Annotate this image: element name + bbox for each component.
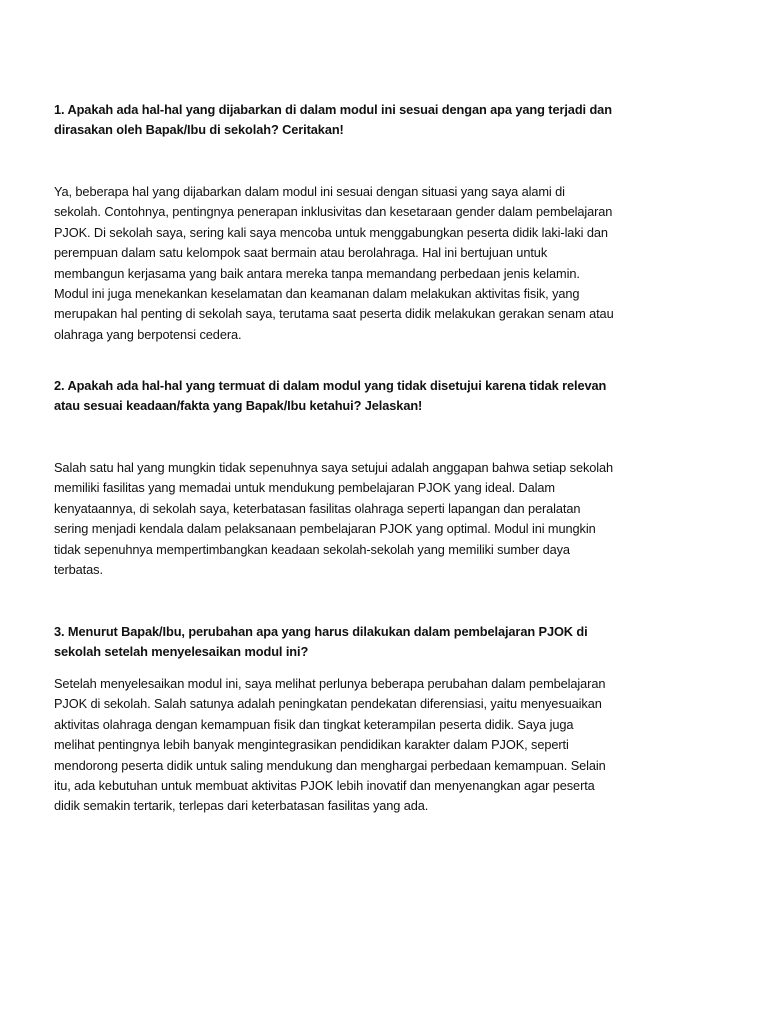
answer-1: Ya, beberapa hal yang dijabarkan dalam modul ini sesuai dengan situasi yang saya alami di sekolah. Contohnya, pentingnya penerapan inklusivitas dan kesetaraan gender dalam pembelajaran PJOK. Di sekolah saya, sering kali saya mencoba untuk menggabungkan peserta didik laki-laki dan perempuan dalam satu kelompok saat bermain atau berolahraga. Hal ini bertujuan untuk membangun kerjasama yang baik antara mereka tanpa memandang perbedaan jenis kelamin. Modul ini juga menekankan keselamatan dan keamanan dalam melakukan aktivitas fisik, yang merupakan hal penting di sekolah saya, terutama saat peserta didik melakukan gerakan senam atau olahraga yang berpotensi cedera. <box>54 184 614 342</box>
answer-3: Setelah menyelesaikan modul ini, saya melihat perlunya beberapa perubahan dalam pembelajaran PJOK di sekolah. Salah satunya adalah peningkatan pendekatan diferensiasi, yaitu menyesuaikan aktivitas olahraga dengan kemampuan fisik dan tingkat keterampilan peserta didik. Saya juga melihat pentingnya lebih banyak mengintegrasikan pendidikan karakter dalam PJOK, seperti mendorong peserta didik untuk saling mendukung dan menghargai perbedaan kemampuan. Selain itu, ada kebutuhan untuk membuat aktivitas PJOK lebih inovatif dan menyenangkan agar peserta didik semakin tertarik, terlepas dari keterbatasan fasilitas yang ada. <box>54 676 606 814</box>
answer-2: Salah satu hal yang mungkin tidak sepenuhnya saya setujui adalah anggapan bahwa setiap sekolah memiliki fasilitas yang memadai untuk mendukung pembelajaran PJOK yang ideal. Dalam kenyataannya, di sekolah saya, keterbatasan fasilitas olahraga seperti lapangan dan peralatan sering menjadi kendala dalam pelaksanaan pembelajaran PJOK yang optimal. Modul ini mungkin tidak sepenuhnya mempertimbangkan keadaan sekolah-sekolah yang memiliki sumber daya terbatas. <box>54 460 614 578</box>
question-3: 3. Menurut Bapak/Ibu, perubahan apa yang harus dilakukan dalam pembelajaran PJOK di sekolah setelah menyelesaikan modul ini? <box>54 624 588 660</box>
question-1: 1. Apakah ada hal-hal yang dijabarkan di dalam modul ini sesuai dengan apa yang terjadi dan dirasakan oleh Bapak/Ibu di sekolah? Ceritakan! <box>54 102 612 138</box>
question-2: 2. Apakah ada hal-hal yang termuat di dalam modul yang tidak disetujui karena tidak relevan atau sesuai keadaan/fakta yang Bapak/Ibu ketahui? Jelaskan! <box>54 378 607 414</box>
